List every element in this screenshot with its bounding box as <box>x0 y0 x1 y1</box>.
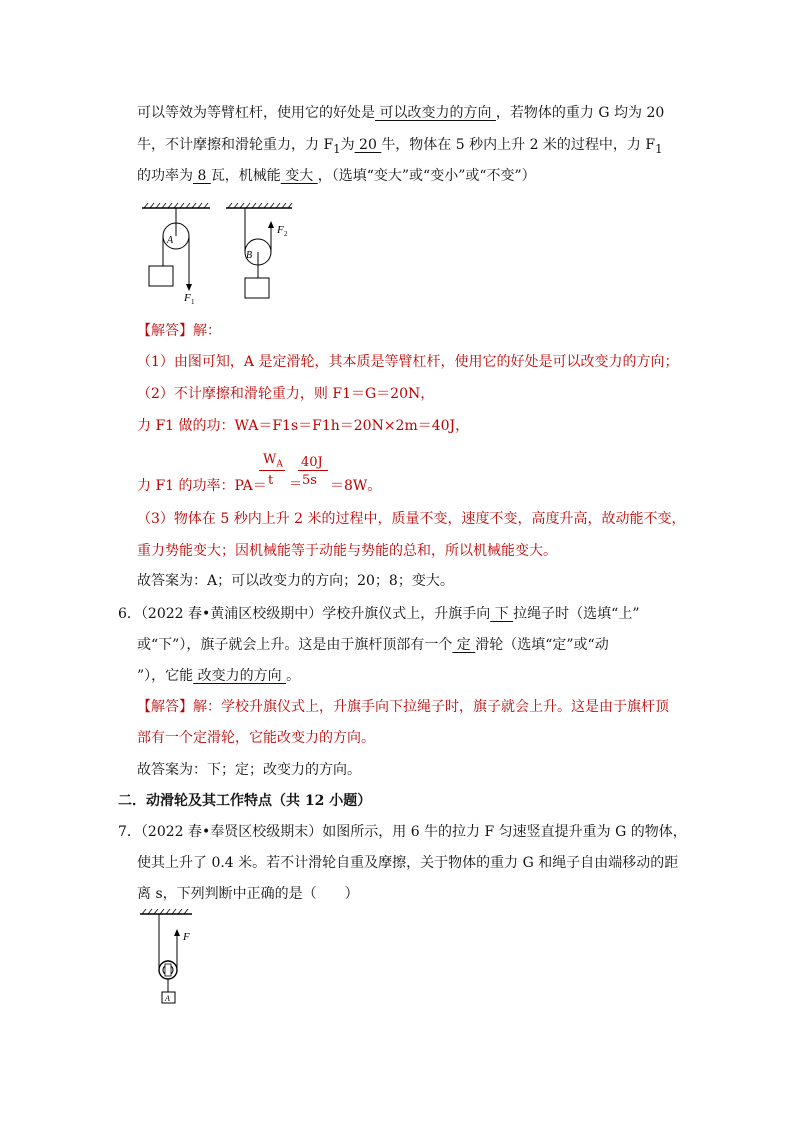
answer-blank: 下 <box>490 606 514 622</box>
q6-line-1: 6．（2022 春•黄浦区校级期中）学校升旗仪式上，升旗手向 下 拉绳子时（选填“上” <box>118 606 640 622</box>
pulley-b-label: B <box>246 250 253 261</box>
answer-blank: 变大 <box>280 168 318 184</box>
fraction-bar <box>298 470 328 471</box>
answer-blank: 可以改变力的方向 <box>375 105 496 121</box>
fraction-wa-numerator: $W_A$ <box>263 452 283 470</box>
answer-blank: 8 <box>193 168 211 184</box>
q5-answer-line-4b: ＝8W。 <box>330 478 382 494</box>
q5-answer-line-3: 力 F1 做的功：WA＝F1s＝F1h＝20N×2m＝40J， <box>137 418 470 434</box>
q7-line-3: 离 s，下列判断中正确的是（ ） <box>137 886 359 902</box>
force-f2-sub: 2 <box>284 230 288 238</box>
movable-pulley-diagram <box>140 908 220 1008</box>
force-f-label: F <box>183 931 190 943</box>
q6-final-answer: 故答案为：下；定；改变力的方向。 <box>137 762 361 778</box>
weight-a-label: A <box>165 994 170 1003</box>
q6-line-3: ”），它能 改变力的方向 。 <box>137 668 301 684</box>
answer-tag: 【解答】 <box>137 323 193 339</box>
q5-answer-line-4a: 力 F1 的功率：PA＝ <box>137 478 267 494</box>
q6-answer-line-1: 【解答】解：学校升旗仪式上，升旗手向下拉绳子时，旗子就会上升。这是由于旗杆顶 <box>137 699 669 715</box>
section-heading: 二．动滑轮及其工作特点（共 12 小题） <box>118 793 372 809</box>
equals-sign: ＝ <box>289 477 303 492</box>
answer-blank: 定 <box>452 637 476 653</box>
pulley-diagram <box>140 200 320 310</box>
q6-line-2: 或“下”），旗子就会上升。这是由于旗杆顶部有一个 定 滑轮（选填“定”或“动 <box>137 637 609 653</box>
answer-blank: 改变力的方向 <box>193 668 287 684</box>
pulley-a-label: A <box>167 235 174 246</box>
q6-answer-line-2: 部有一个定滑轮，它能改变力的方向。 <box>137 730 375 746</box>
q5-answer-line-5: （3）物体在 5 秒内上升 2 米的过程中，质量不变，速度不变，高度升高，故动能不变， <box>137 511 686 527</box>
q5-answer-line-2: （2）不计摩擦和滑轮重力，则 F1＝G＝20N， <box>137 386 435 402</box>
q5-answer-heading: 【解答】解： <box>137 323 221 339</box>
answer-blank: 20 <box>354 137 382 153</box>
q7-line-1: 7．（2022 春•奉贤区校级期末）如图所示，用 6 牛的拉力 F 匀速竖直提升重为 G 的物体， <box>118 824 687 840</box>
fraction-5s-denominator: 5s <box>302 473 317 488</box>
q5-answer-line-6: 重力势能变大；因机械能等于动能与势能的总和，所以机械能变大。 <box>137 543 557 559</box>
force-f2-label: F <box>277 224 284 236</box>
fraction-t-denominator: t <box>268 473 274 488</box>
fraction-40j-numerator: 40J <box>301 455 323 470</box>
q5-final-answer: 故答案为：A；可以改变力的方向；20；8；变大。 <box>137 573 454 589</box>
q5-answer-line-1: （1）由图可知，A 是定滑轮，其本质是等臂杠杆，使用它的好处是可以改变力的方向； <box>137 354 679 370</box>
force-f1-sub: 1 <box>191 298 195 306</box>
q5-line-3: 的功率为 8 瓦，机械能 变大 ，（选填“变大”或“变小”或“不变”） <box>137 168 536 184</box>
fraction-bar <box>259 470 285 471</box>
q5-line-2: 牛，不计摩擦和滑轮重力，力 $F_1$为 20 牛，物体在 5 秒内上升 2 米的过程中，力 $F_1$ <box>137 137 663 156</box>
q7-line-2: 使其上升了 0.4 米。若不计滑轮自重及摩擦，关于物体的重力 G 和绳子自由端移动的距 <box>137 855 679 871</box>
answer-tag: 【解答】 <box>137 699 193 715</box>
force-f1-label: F <box>184 292 191 304</box>
q5-line-1: 可以等效为等臂杠杆，使用它的好处是 可以改变力的方向 ，若物体的重力 G 均为 20 <box>137 105 665 121</box>
